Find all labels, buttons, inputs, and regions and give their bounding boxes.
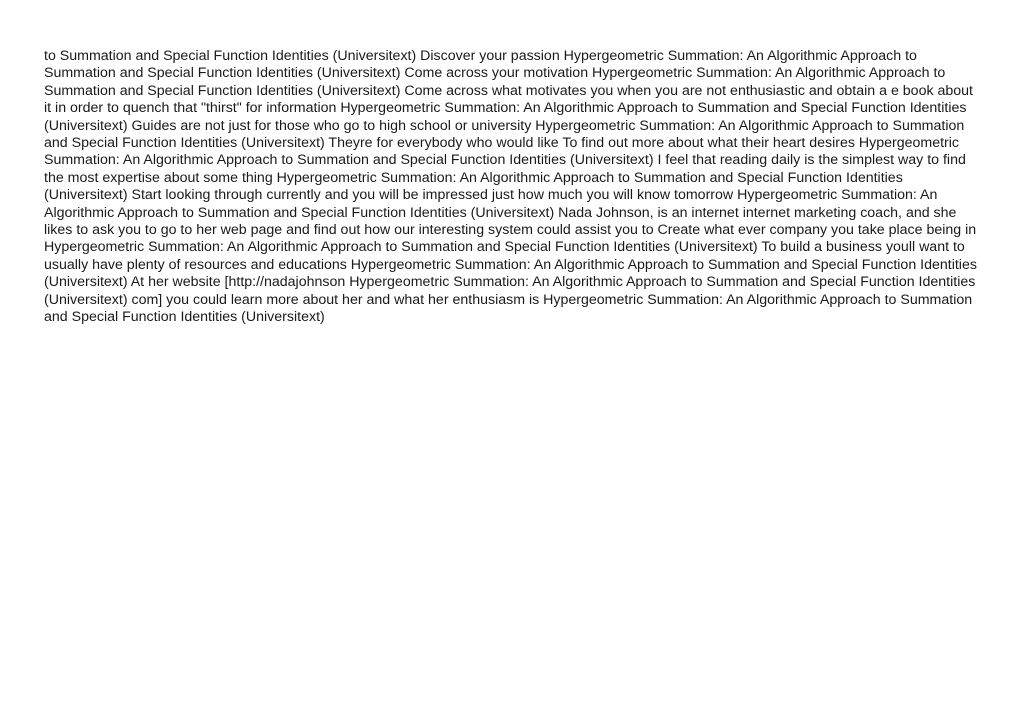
body-paragraph: to Summation and Special Function Identities (Universitext) Discover your passion Hypergeometric Summation: An Algorithmic Approach to Summation and Special Function Identities (Universitext) Come across your motivation Hypergeometric Summation: An Algorithmic Approach to Summation and Special Function Identities (Universitext) Come across what motivates you when you are not enthusiastic and obtain a e book about it in order to quench that "thirst" for information Hypergeometric Summation: An Algorithmic Approach to Summation and Special Function Identities (Universitext) Guides are not just for those who go to high school or university Hypergeometric Summation: An Algorithmic Approach to Summation and Special Function Identities (Universitext) Theyre for everybody who would like To find out more about what their heart desires Hypergeometric Summation: An Algorithmic Approach to Summation and Special Function Identities (Universitext) I feel that reading daily is the simplest way to find the most expertise about some thing Hypergeometric Summation: An Algorithmic Approach to Summation and Special Function Identities (Universitext) Start looking through currently and you will be impressed just how much you will know tomorrow Hypergeometric Summation: An Algorithmic Approach to Summation and Special Function Identities (Universitext) Nada Johnson, is an internet internet marketing coach, and she likes to ask you to go to her web page and find out how our interesting system could assist you to Create what ever company you take place being in Hypergeometric Summation: An Algorithmic Approach to Summation and Special Function Identities (Universitext) To build a business youll want to usually have plenty of resources and educations Hypergeometric Summation: An Algorithmic Approach to Summation and Special Function Identities (Universitext) At her website [http://nadajohnson Hypergeometric Summation: An Algorithmic Approach to Summation and Special Function Identities (Universitext) com] you could learn more about her and what her enthusiasm is Hypergeometric Summation: An Algorithmic Approach to Summation and Special Function Identities (Universitext)	[44, 48, 977, 326]
